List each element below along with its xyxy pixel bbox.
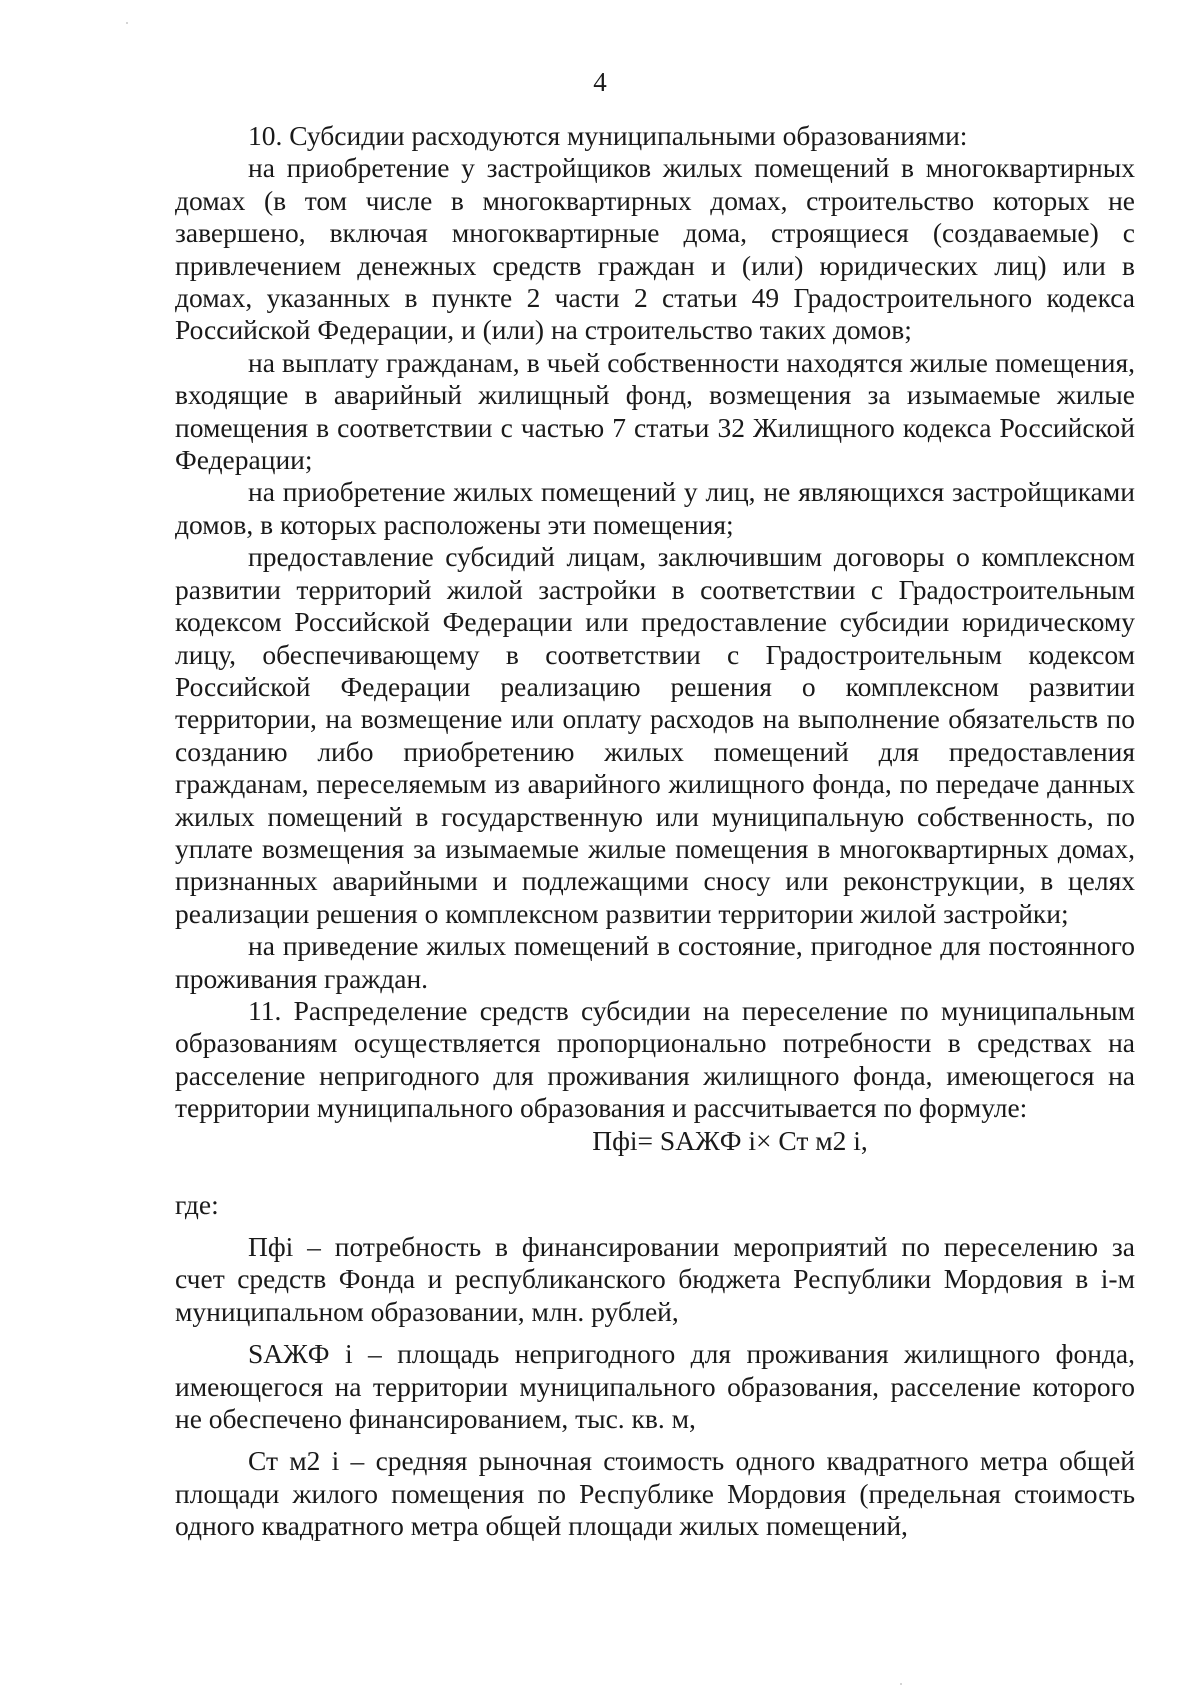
definition-sazhf: SАЖФ i – площадь непригодного для проживания жилищного фонда, имеющегося на территории муниципального образования, расселение которого не обеспечено финансированием, тыс. кв. м, [175, 1338, 1135, 1435]
paragraph-11-distribution: 11. Распределение средств субсидии на переселение по муниципальным образованиям осуществляется пропорционально потребности в средствах на расселение непригодного для проживания жилищного фонда, имеющегося на территории муниципального образования и рассчитывается по формуле: [175, 994, 1135, 1124]
scan-speck [900, 1683, 902, 1685]
where-label: где: [175, 1188, 219, 1220]
paragraph-compensation-payment: на выплату гражданам, в чьей собственности находятся жилые помещения, входящие в аварийный жилищный фонд, возмещения за изымаемые жилые помещения в соответствии с частью 7 статьи 32 Жилищного кодекса Российской Федерации; [175, 346, 1135, 476]
spacer [175, 1221, 1135, 1231]
spacer [175, 1435, 1135, 1445]
paragraph-bringing-to-habitable-state: на приведение жилых помещений в состояние, пригодное для постоянного проживания граждан. [175, 930, 1135, 994]
paragraph-purchase-from-non-developers: на приобретение жилых помещений у лиц, не являющихся застройщиками домов, в которых расположены эти помещения; [175, 476, 1135, 540]
document-body [175, 120, 1135, 1543]
spacer [175, 1328, 1135, 1338]
page-number: 4 [593, 67, 607, 97]
paragraph-purchase-from-developers: на приобретение у застройщиков жилых помещений в многоквартирных домах (в том числе в многоквартирных домах, строительство которых не завершено, включая многоквартирные дома, строящиеся (создаваемые) с привлечением денежных средств граждан и (или) юридических лиц) или в домах, указанных в пункте 2 части 2 статьи 49 Градостроительного кодекса Российской Федерации, и (или) на строительство таких домов; [175, 152, 1135, 346]
definition-cost-per-m2: Ст м2 i – средняя рыночная стоимость одного квадратного метра общей площади жилого помещения по Республике Мордовия (предельная стоимость одного квадратного метра общей площади жилых помещений, [175, 1445, 1135, 1542]
definition-pfi: Пфi – потребность в финансировании мероприятий по переселению за счет средств Фонда и республиканского бюджета Республики Мордовия в i-м муниципальном образовании, млн. рублей, [175, 1231, 1135, 1327]
paragraph-10-heading: 10. Субсидии расходуются муниципальными образованиями: [248, 120, 968, 151]
formula: Пфi= SАЖФ i× Ст м2 i, [592, 1124, 868, 1156]
paragraph-complex-development-subsidies: предоставление субсидий лицам, заключившим договоры о комплексном развитии территорий жилой застройки в соответствии с Градостроительным кодексом Российской Федерации или предоставление субсидии юридическому лицу, обеспечивающему в соответствии с Градостроительным кодексом Российской Федерации реализацию решения о комплексном развитии территории, на возмещение или оплату расходов на выполнение обязательств по созданию либо приобретению жилых помещений для предоставления гражданам, переселяемым из аварийного жилищного фонда, по передаче данных жилых помещений в государственную или муниципальную собственность, по уплате возмещения за изымаемые жилые помещения в многоквартирных домах, признанных аварийными и подлежащими сносу или реконструкции, в целях реализации решения о комплексном развитии территории жилой застройки; [175, 541, 1135, 929]
scan-speck [126, 22, 128, 24]
